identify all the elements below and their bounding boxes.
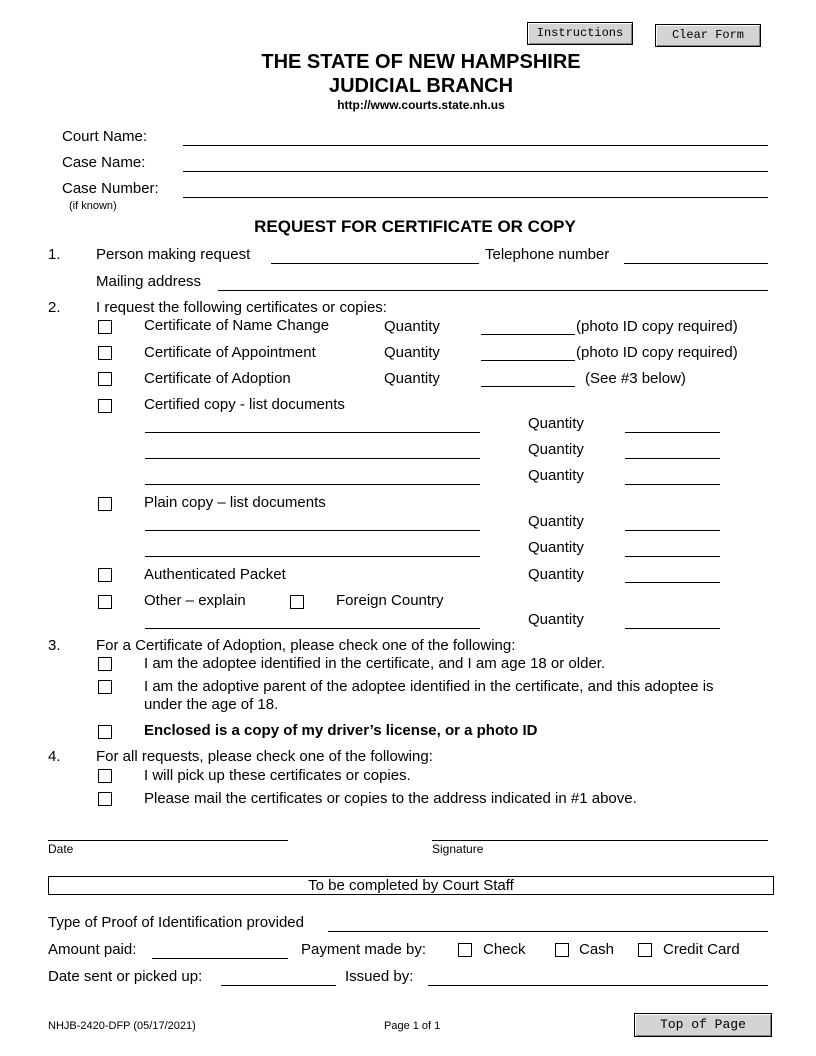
certified-doc-field-2[interactable] bbox=[145, 458, 480, 459]
pickup-checkbox[interactable] bbox=[98, 769, 112, 783]
other-checkbox[interactable] bbox=[98, 595, 112, 609]
signature-field[interactable] bbox=[432, 840, 768, 841]
plain-doc-field-1[interactable] bbox=[145, 530, 480, 531]
foreign-country-checkbox[interactable] bbox=[290, 595, 304, 609]
mailing-field[interactable] bbox=[218, 290, 768, 291]
pickup-label: I will pick up these certificates or copies. bbox=[144, 767, 411, 784]
court-name-label: Court Name: bbox=[62, 128, 148, 145]
person-label: Person making request bbox=[96, 246, 251, 263]
section-2-number: 2. bbox=[48, 299, 61, 316]
credit-card-checkbox[interactable] bbox=[638, 943, 652, 957]
check-checkbox[interactable] bbox=[458, 943, 472, 957]
authenticated-checkbox[interactable] bbox=[98, 568, 112, 582]
date-sent-field[interactable] bbox=[221, 985, 336, 986]
appointment-quantity-label: Quantity bbox=[384, 344, 440, 361]
foreign-country-label: Foreign Country bbox=[336, 592, 444, 609]
court-staff-banner bbox=[48, 876, 774, 895]
plain-copy-label: Plain copy – list documents bbox=[144, 494, 326, 511]
name-change-quantity-field[interactable] bbox=[481, 334, 575, 335]
other-explain-field[interactable] bbox=[145, 628, 480, 629]
adoptive-parent-label-cont: under the age of 18. bbox=[144, 696, 279, 713]
certified-quantity-field-1[interactable] bbox=[625, 432, 720, 433]
proof-field[interactable] bbox=[328, 931, 768, 932]
court-staff-banner-text: To be completed by Court Staff bbox=[308, 877, 514, 894]
date-field[interactable] bbox=[48, 840, 288, 841]
certified-quantity-label-2: Quantity bbox=[528, 441, 584, 458]
plain-quantity-label-2: Quantity bbox=[528, 539, 584, 556]
page-number: Page 1 of 1 bbox=[384, 1020, 441, 1032]
mail-label: Please mail the certificates or copies to the address indicated in #1 above. bbox=[144, 790, 637, 807]
section-1-number: 1. bbox=[48, 246, 61, 263]
plain-quantity-field-2[interactable] bbox=[625, 556, 720, 557]
person-field[interactable] bbox=[271, 263, 479, 264]
form-id: NHJB-2420-DFP (05/17/2021) bbox=[48, 1020, 196, 1032]
telephone-label: Telephone number bbox=[485, 246, 610, 263]
header-state: THE STATE OF NEW HAMPSHIRE bbox=[261, 51, 581, 73]
section-3-intro: For a Certificate of Adoption, please check one of the following: bbox=[96, 637, 516, 654]
case-number-label: Case Number: bbox=[62, 180, 159, 197]
form-title: REQUEST FOR CERTIFICATE OR COPY bbox=[254, 217, 576, 236]
certified-quantity-label-3: Quantity bbox=[528, 467, 584, 484]
credit-card-label: Credit Card bbox=[663, 941, 740, 958]
amount-paid-label: Amount paid: bbox=[48, 941, 137, 958]
certified-quantity-label-1: Quantity bbox=[528, 415, 584, 432]
date-label: Date bbox=[48, 842, 74, 856]
appointment-checkbox[interactable] bbox=[98, 346, 112, 360]
adoption-quantity-label: Quantity bbox=[384, 370, 440, 387]
mail-checkbox[interactable] bbox=[98, 792, 112, 806]
name-change-photo-note: (photo ID copy required) bbox=[576, 318, 738, 335]
issued-by-field[interactable] bbox=[428, 985, 768, 986]
enclosed-id-checkbox[interactable] bbox=[98, 725, 112, 739]
adoption-checkbox[interactable] bbox=[98, 372, 112, 386]
adoption-quantity-field[interactable] bbox=[481, 386, 575, 387]
header-url: http://www.courts.state.nh.us bbox=[337, 98, 505, 112]
amount-paid-field[interactable] bbox=[152, 958, 288, 959]
payment-label: Payment made by: bbox=[301, 941, 427, 958]
plain-doc-field-2[interactable] bbox=[145, 556, 480, 557]
issued-by-label: Issued by: bbox=[345, 968, 414, 985]
section-4-number: 4. bbox=[48, 748, 61, 765]
name-change-quantity-label: Quantity bbox=[384, 318, 440, 335]
appointment-label: Certificate of Appointment bbox=[144, 344, 316, 361]
cash-label: Cash bbox=[579, 941, 615, 958]
section-4-intro: For all requests, please check one of the following: bbox=[96, 748, 433, 765]
instructions-button[interactable]: Instructions bbox=[527, 22, 633, 45]
authenticated-label: Authenticated Packet bbox=[144, 566, 286, 583]
certified-quantity-field-2[interactable] bbox=[625, 458, 720, 459]
signature-label: Signature bbox=[432, 842, 484, 856]
appointment-quantity-field[interactable] bbox=[481, 360, 575, 361]
certified-copy-label: Certified copy - list documents bbox=[144, 396, 345, 413]
other-quantity-field[interactable] bbox=[625, 628, 720, 629]
certified-doc-field-3[interactable] bbox=[145, 484, 480, 485]
plain-quantity-field-1[interactable] bbox=[625, 530, 720, 531]
plain-copy-checkbox[interactable] bbox=[98, 497, 112, 511]
check-label: Check bbox=[483, 941, 526, 958]
adoption-see3-note: (See #3 below) bbox=[585, 370, 686, 387]
if-known-note: (if known) bbox=[69, 200, 117, 212]
cash-checkbox[interactable] bbox=[555, 943, 569, 957]
adoption-label: Certificate of Adoption bbox=[144, 370, 291, 387]
section-2-intro: I request the following certificates or copies: bbox=[96, 299, 387, 316]
adoptive-parent-checkbox[interactable] bbox=[98, 680, 112, 694]
name-change-checkbox[interactable] bbox=[98, 320, 112, 334]
other-quantity-label: Quantity bbox=[528, 611, 584, 628]
other-label: Other – explain bbox=[144, 592, 246, 609]
authenticated-quantity-field[interactable] bbox=[625, 582, 720, 583]
court-name-field[interactable] bbox=[183, 145, 768, 146]
certified-doc-field-1[interactable] bbox=[145, 432, 480, 433]
appointment-photo-note: (photo ID copy required) bbox=[576, 344, 738, 361]
telephone-field[interactable] bbox=[624, 263, 768, 264]
name-change-label: Certificate of Name Change bbox=[144, 317, 330, 334]
certified-quantity-field-3[interactable] bbox=[625, 484, 720, 485]
case-name-label: Case Name: bbox=[62, 154, 146, 171]
proof-label: Type of Proof of Identification provided bbox=[48, 914, 304, 931]
enclosed-id-label: Enclosed is a copy of my driver’s license, or a photo ID bbox=[144, 722, 538, 739]
plain-quantity-label-1: Quantity bbox=[528, 513, 584, 530]
case-number-field[interactable] bbox=[183, 197, 768, 198]
adoptive-parent-label: I am the adoptive parent of the adoptee identified in the certificate, and this adoptee is bbox=[144, 678, 714, 695]
adoptee-checkbox[interactable] bbox=[98, 657, 112, 671]
section-3-number: 3. bbox=[48, 637, 61, 654]
header-branch: JUDICIAL BRANCH bbox=[328, 75, 514, 97]
date-sent-label: Date sent or picked up: bbox=[48, 968, 203, 985]
case-name-field[interactable] bbox=[183, 171, 768, 172]
mailing-label: Mailing address bbox=[96, 273, 202, 290]
certified-copy-checkbox[interactable] bbox=[98, 399, 112, 413]
top-of-page-button[interactable]: Top of Page bbox=[634, 1013, 772, 1037]
authenticated-quantity-label: Quantity bbox=[528, 566, 584, 583]
clear-form-button[interactable]: Clear Form bbox=[655, 24, 761, 47]
adoptee-label: I am the adoptee identified in the certificate, and I am age 18 or older. bbox=[144, 655, 606, 672]
